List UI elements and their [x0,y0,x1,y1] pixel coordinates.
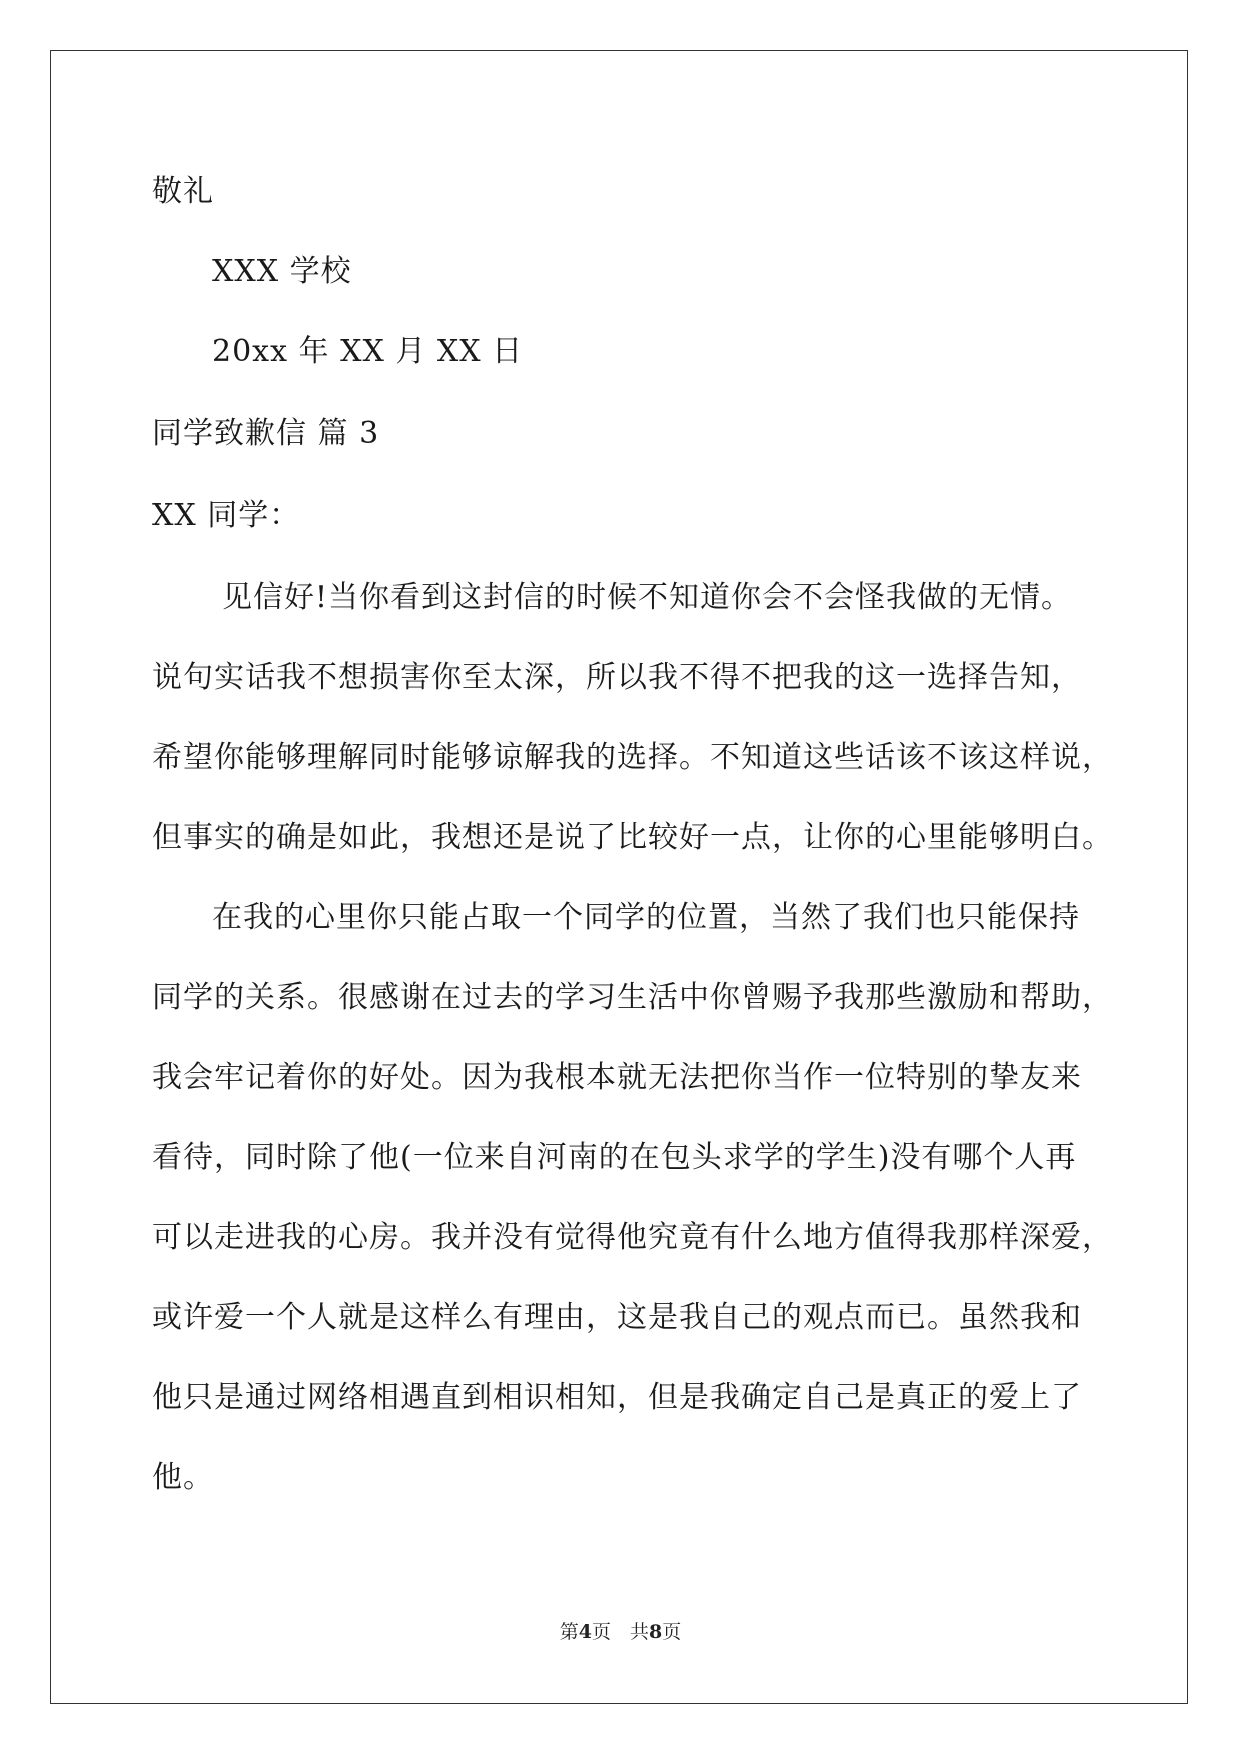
body-line: 希望你能够理解同时能够谅解我的选择。不知道这些话该不该这样说， [152,740,1113,775]
body-line: 在我的心里你只能占取一个同学的位置，当然了我们也只能保持 [212,900,1080,935]
body-line: 或许爱一个人就是这样么有理由，这是我自己的观点而已。虽然我和 [152,1300,1082,1335]
body-line: 可以走进我的心房。我并没有觉得他究竟有什么地方值得我那样深爱， [152,1220,1113,1255]
page-footer [0,1620,1241,1644]
body-line: 同学的关系。很感谢在过去的学习生活中你曾赐予我那些激励和帮助， [152,980,1113,1015]
letter-greeting: XX 同学： [152,498,301,533]
body-line: 他只是通过网络相遇直到相识相知，但是我确定自己是真正的爱上了 [152,1380,1082,1415]
footer-middle: 页 共 [591,1621,649,1643]
footer-current-page: 4 [578,1621,592,1643]
section-title: 同学致歉信 篇 3 [152,416,380,451]
page-border [50,50,1188,1704]
body-line: 我会牢记着你的好处。因为我根本就无法把你当作一位特别的挚友来 [152,1060,1082,1095]
body-line: 说句实话我不想损害你至太深，所以我不得不把我的这一选择告知， [152,660,1082,695]
footer-total-pages: 8 [649,1621,663,1643]
body-line: 但事实的确是如此，我想还是说了比较好一点，让你的心里能够明白。 [152,820,1113,855]
body-line: 看待，同时除了他(一位来自河南的在包头求学的学生)没有哪个人再 [152,1140,1077,1175]
closing-salutation: 敬礼 [152,174,214,209]
body-line: 他。 [152,1460,214,1495]
closing-signer: XXX 学校 [212,254,352,289]
footer-suffix: 页 [662,1621,682,1643]
footer-prefix: 第 [559,1621,579,1643]
closing-date: 20xx 年 XX 月 XX 日 [212,334,524,369]
body-line: 见信好!当你看到这封信的时候不知道你会不会怪我做的无情。 [222,580,1073,615]
